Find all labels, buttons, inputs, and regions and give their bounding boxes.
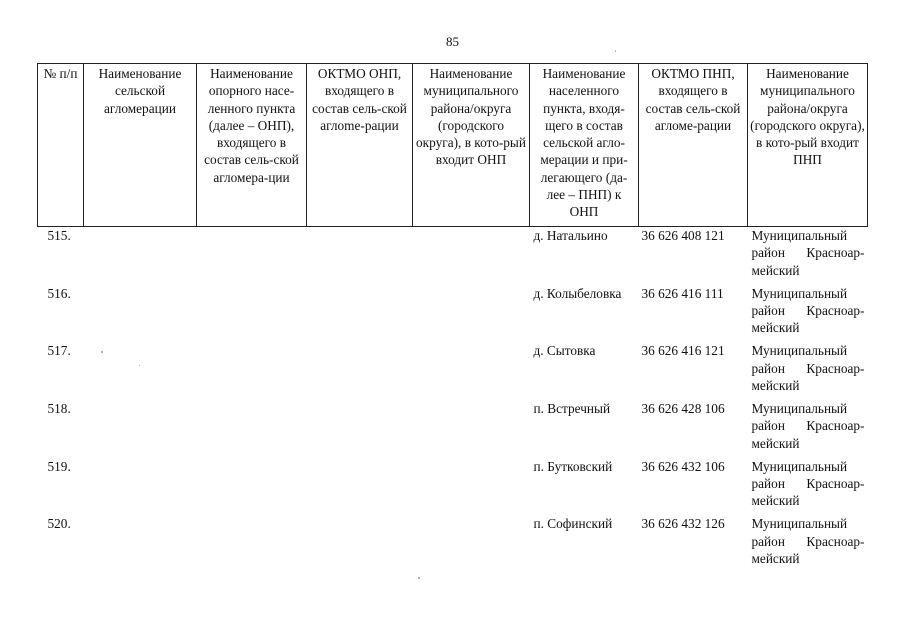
- table-row: [38, 515, 868, 573]
- agglomeration-table-frame: [37, 63, 868, 573]
- onp-name-cell: [197, 227, 307, 285]
- agglomeration-table: [37, 63, 868, 573]
- pnp-oktmo-cell: 36 626 416 111: [641, 285, 724, 301]
- header-pnp-oktmo: ОКТМО ПНП, входящего в состав сель-ской агломе-рации: [639, 64, 748, 227]
- table-row: [38, 285, 868, 343]
- pnp-oktmo-cell: 36 626 432 106: [641, 458, 725, 474]
- onp-district-cell: [413, 227, 530, 285]
- header-pnp-district: Наименование муниципального района/округа (городского округа), в кото-рый входит ПНП: [748, 64, 868, 227]
- onp-district-cell: [413, 342, 530, 400]
- header-onp-district: Наименование муниципального района/округа (городского округа), в кото-рый входит ОНП: [413, 64, 530, 227]
- pnp-district-cell: Муниципальный район Красноар-мейский: [751, 516, 865, 567]
- pnp-name-cell: д. Сытовка: [533, 343, 596, 359]
- pnp-oktmo-cell: 36 626 416 121: [641, 343, 725, 359]
- onp-district-cell: [413, 400, 530, 458]
- pnp-district-cell: Муниципальный район Красноар-мейский: [751, 343, 865, 393]
- agglomeration-cell: [84, 515, 197, 573]
- onp-oktmo-cell: [307, 515, 413, 573]
- table-row: [38, 458, 868, 516]
- row-number: 518.: [47, 401, 71, 417]
- row-number: 516.: [47, 285, 71, 301]
- agglomeration-cell: [84, 227, 197, 285]
- row-number: 520.: [47, 516, 71, 532]
- pnp-oktmo-cell: 36 626 408 121: [641, 228, 725, 243]
- header-onp-name: Наименование опорного насе-ленного пункта (далее – ОНП), входящего в состав сель-ской агломера-ции: [197, 64, 307, 227]
- scan-speck: [139, 365, 140, 366]
- onp-district-cell: [413, 458, 530, 516]
- row-number: 515.: [47, 228, 71, 243]
- onp-name-cell: [197, 342, 307, 400]
- onp-name-cell: [197, 458, 307, 516]
- pnp-oktmo-cell: 36 626 432 126: [641, 516, 725, 532]
- pnp-name-cell: п. Встречный: [533, 401, 611, 417]
- header-number: № п/п: [38, 64, 84, 227]
- header-pnp-name: Наименование населенного пункта, входя-щего в состав сельской агло-мерации и при-легающего (да-лее – ПНП) к ОНП: [530, 64, 639, 227]
- row-number: 517.: [47, 343, 71, 359]
- header-agglomeration-name: Наименование сельской агломерации: [84, 64, 197, 227]
- pnp-name-cell: д. Натальино: [533, 228, 608, 243]
- onp-oktmo-cell: [307, 342, 413, 400]
- scan-speck: [418, 577, 420, 579]
- pnp-district-cell: Муниципальный район Красноар-мейский: [751, 458, 865, 509]
- onp-district-cell: [413, 285, 530, 343]
- table-row: [38, 227, 868, 285]
- pnp-name-cell: п. Бутковский: [533, 458, 613, 474]
- onp-name-cell: [197, 400, 307, 458]
- table-row: [38, 400, 868, 458]
- onp-name-cell: [197, 285, 307, 343]
- pnp-district-cell: Муниципальный район Красноар-мейский: [751, 228, 865, 278]
- scan-speck: [101, 351, 103, 353]
- pnp-name-cell: д. Колыбеловка: [533, 285, 622, 301]
- onp-name-cell: [197, 515, 307, 573]
- pnp-name-cell: п. Софинский: [533, 516, 613, 532]
- agglomeration-cell: [84, 285, 197, 343]
- table-header-row: [38, 64, 868, 227]
- pnp-district-cell: Муниципальный район Красноар-мейский: [751, 285, 865, 336]
- onp-oktmo-cell: [307, 285, 413, 343]
- agglomeration-cell: [84, 400, 197, 458]
- row-number: 519.: [47, 458, 71, 474]
- scan-speck: [615, 50, 616, 52]
- onp-oktmo-cell: [307, 400, 413, 458]
- onp-oktmo-cell: [307, 227, 413, 285]
- pnp-oktmo-cell: 36 626 428 106: [641, 401, 725, 417]
- agglomeration-cell: [84, 458, 197, 516]
- page-number: 85: [446, 34, 459, 49]
- table-row: [38, 342, 868, 400]
- onp-oktmo-cell: [307, 458, 413, 516]
- onp-district-cell: [413, 515, 530, 573]
- header-onp-oktmo: ОКТМО ОНП, входящего в состав сель-ской аглome-рации: [307, 64, 413, 227]
- pnp-district-cell: Муниципальный район Красноар-мейский: [751, 401, 865, 451]
